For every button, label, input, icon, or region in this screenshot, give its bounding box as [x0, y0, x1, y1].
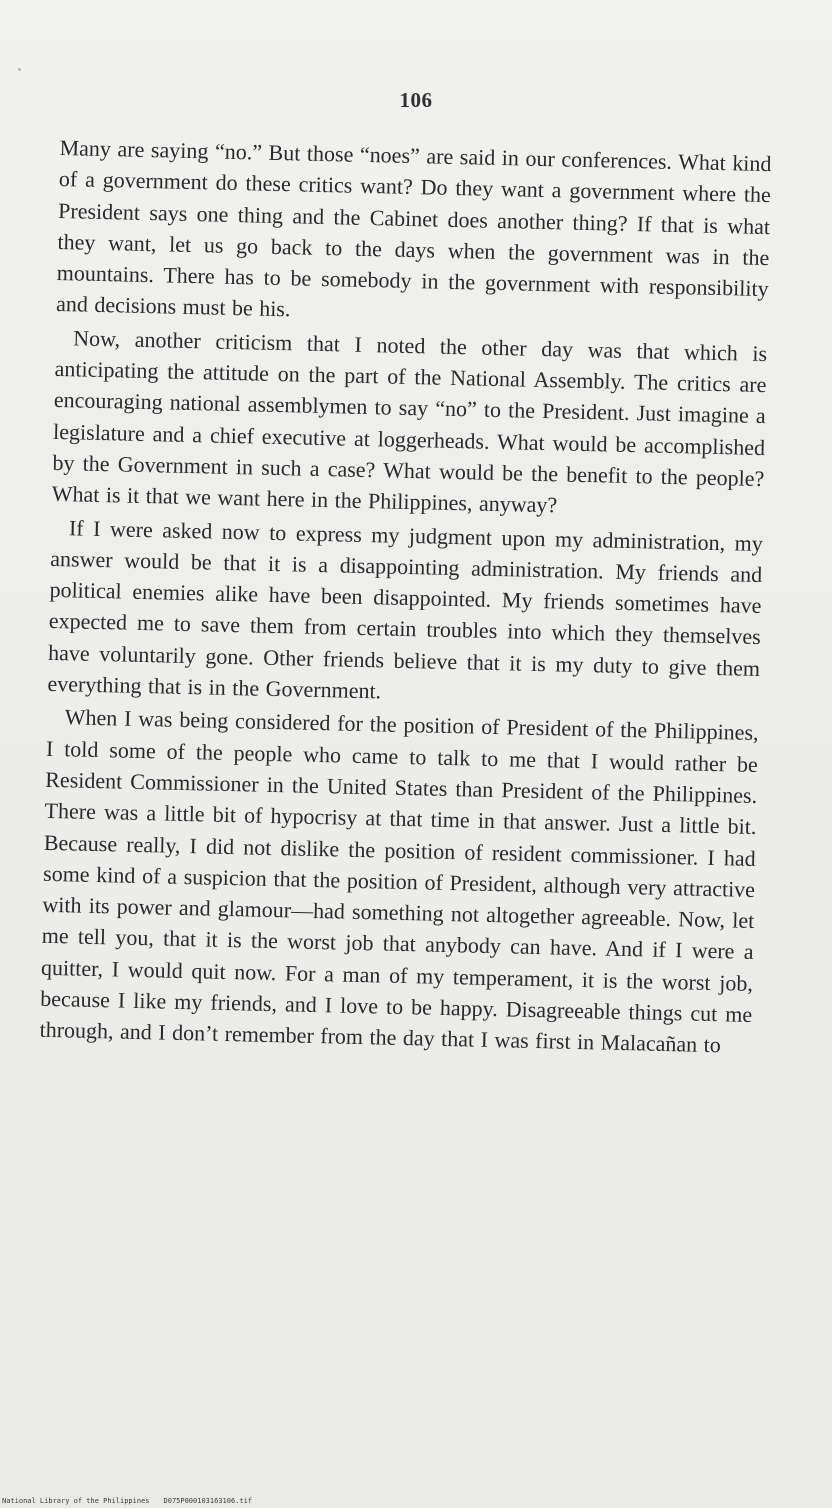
- library-credit: National Library of the Philippines: [2, 1497, 150, 1505]
- paragraph-3: If I were asked now to express my judgment upon my administration, my answer would be that it is a disappointing administration. My friends and political enemies alike have been disappointed. My friends sometimes have expected me to save them from certain troubles into which they themselves have voluntarily gone. Other friends believe that it is my duty to give them everything that is in the Government.: [47, 514, 764, 704]
- paragraph-1: Many are saying “no.” But those “noes” are said in our conferences. What kind of a government do these critics want? Do they want a government where the President says one thing and the Cabinet does another thing? If that is what they want, let us go back to the days when the government was in the mountains. There has to be somebody in the government with responsibility and decisions must be his.: [55, 134, 772, 322]
- page-number: 106: [399, 88, 433, 112]
- scan-footer: [2, 1497, 266, 1505]
- body-text: [39, 132, 772, 1062]
- file-name: D075P000103163106.tif: [163, 1497, 253, 1505]
- paragraph-2: Now, another criticism that I noted the other day was that which is anticipating the attitude on the part of the National Assembly. The critics are encouraging national assemblymen to say “no” to the President. Just imagine a legislature and a chief executive at loggerheads. What would be accomplished by the Government in such a case? What would be the benefit to the people? What is it that we want here in the Philippines, anyway?: [51, 325, 768, 518]
- paragraph-4: When I was being considered for the position of President of the Philippines, I told some of the people who came to talk to me that I would rather be Resident Commissioner in the United States than President of the Philippines. There was a little bit of hypocrisy at that time in that answer. Just a little bit. Because really, I did not dislike the position of resident commissioner. I had some kind of a suspicion that the position of President, although very attractive with its power and glamour—had something not altogether agreeable. Now, let me tell you, that it is the worst job that anybody can have. And if I were a quitter, I would quit now. For a man of my temperament, it is the worst job, because I like my friends, and I love to be happy. Disagreeable things cut me through, and I don’t remember from the day that I was first in Malacañan to: [39, 704, 759, 1058]
- scan-speck: [18, 68, 21, 71]
